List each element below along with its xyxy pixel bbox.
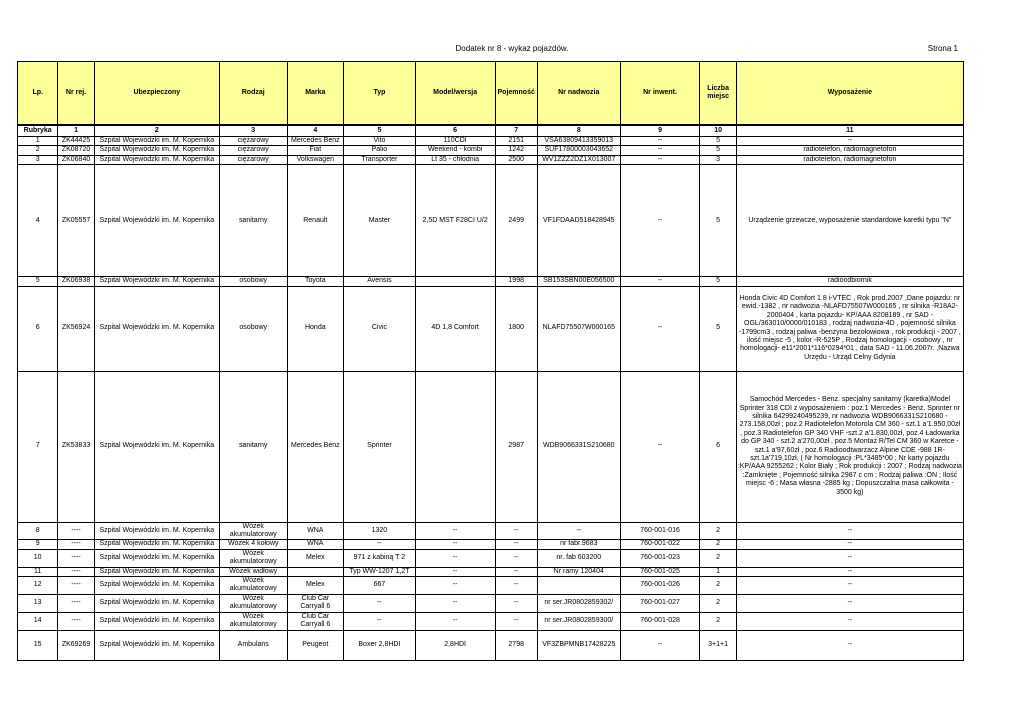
- cell-wyposazenie: radiotelefon, radiomagnetofon: [736, 155, 963, 164]
- page-number: Strona 1: [927, 44, 958, 53]
- cell-nr-inwent: --: [620, 630, 700, 660]
- cell-nr-nadwozia: WV1ZZZ2DZ1X013007: [537, 155, 620, 164]
- cell-rodzaj: Wózek akumulatorowy: [219, 612, 287, 630]
- cell-nr-rej: ZK08720: [58, 146, 94, 155]
- cell-model: 4D 1,8 Comfort: [415, 286, 495, 371]
- cell-pojemnosc: 2151: [495, 137, 537, 146]
- cell-ubezpieczony: Szpital Wojewódzki im. M. Kopernika: [94, 146, 219, 155]
- cell-ubezpieczony: Szpital Wojewódzki im. M. Kopernika: [94, 137, 219, 146]
- cell-liczba-miejsc: 5: [700, 286, 736, 371]
- table-row: [18, 577, 964, 595]
- cell-liczba-miejsc: 1: [700, 567, 736, 576]
- cell-wyposazenie: --: [736, 522, 963, 540]
- cell-model: --: [415, 594, 495, 612]
- column-number: 4: [287, 126, 344, 137]
- column-header: Ubezpieczony: [94, 62, 219, 125]
- cell-typ: --: [344, 540, 416, 549]
- column-number: 11: [736, 126, 963, 137]
- cell-nr-nadwozia: nr. fab 603200: [537, 549, 620, 567]
- cell-wyposazenie: radiotelefon, radiomagnetofon: [736, 146, 963, 155]
- cell-nr-rej: ----: [58, 522, 94, 540]
- cell-nr-rej: ZK69269: [58, 630, 94, 660]
- cell-nr-nadwozia: nr ser.JR0802859302/: [537, 594, 620, 612]
- cell-rodzaj: ciężarowy: [219, 137, 287, 146]
- cell-lp: 7: [18, 371, 58, 522]
- column-header: Pojemność: [495, 62, 537, 125]
- column-header: Nr nadwozia: [537, 62, 620, 125]
- cell-nr-nadwozia: [537, 577, 620, 595]
- cell-nr-nadwozia: --: [537, 522, 620, 540]
- cell-nr-inwent: --: [620, 286, 700, 371]
- cell-nr-inwent: 760-001-025: [620, 567, 700, 576]
- cell-nr-nadwozia: nr ser.JR0802859300/: [537, 612, 620, 630]
- cell-lp: 3: [18, 155, 58, 164]
- cell-wyposazenie: --: [736, 137, 963, 146]
- cell-nr-nadwozia: SUF17800003043652: [537, 146, 620, 155]
- cell-liczba-miejsc: 2: [700, 549, 736, 567]
- cell-typ: Transporter: [344, 155, 416, 164]
- cell-wyposazenie: --: [736, 577, 963, 595]
- cell-model: --: [415, 612, 495, 630]
- cell-ubezpieczony: Szpital Wojewódzki im. M. Kopernika: [94, 277, 219, 286]
- cell-rodzaj: sanitarny: [219, 165, 287, 277]
- cell-wyposazenie: Samochód Mercedes - Benz. specjalny sanitarny (karetka)Model Sprinter 318 CDI z wyposażeniem : poz.1 Mercedes - Benz. Sprinter nr silnika 64299240495239, nr nadwozia WDB9066331S210680 - 273.158,00zł ; poz.2 Radiotelefon Motorola CM 360 - szt.1 a'1.950,00zł , poz.3 Radiotelefon GP 340 VHF -szt.2 a'1.830,00zł, poz.4 Ładowarka do GP 340 - szt.2 a'270,00zł , poz.5 Montaż R/Tel CM 360 w Karetce - szt.1 a'97,60zł , poz.6 Radioodtwarzacz Alpine CDE -988 1R- szt.1a'719,10zł. ( Nr homologacji :PL*3485*00 ; Nr karty pojazdu :KP/AAA 9255262 ; Kolor Biały ; Rok produkcji : 2007 ; Rodzaj nadwozia :Zamknięte ; Pojemność silnika 2987 c cm ; Rodzaj paliwa :ON ; Ilość miejsc -6 ; Masa własna -2885 kg ; Dopuszczalna masa całkowita - 3500 kg): [736, 371, 963, 522]
- cell-nr-rej: ZK05557: [58, 165, 94, 277]
- cell-typ: Vito: [344, 137, 416, 146]
- cell-rodzaj: sanitarny: [219, 371, 287, 522]
- table-row: [18, 146, 964, 155]
- cell-nr-rej: ZK06840: [58, 155, 94, 164]
- cell-nr-nadwozia: WDB9066331S210680: [537, 371, 620, 522]
- cell-nr-inwent: --: [620, 155, 700, 164]
- cell-nr-rej: ----: [58, 594, 94, 612]
- cell-nr-nadwozia: SB153SBN00E056500: [537, 277, 620, 286]
- cell-typ: Typ WW-1207 1,2T: [344, 567, 416, 576]
- column-header: Marka: [287, 62, 344, 125]
- table-row: [18, 286, 964, 371]
- column-number: 2: [94, 126, 219, 137]
- cell-pojemnosc: --: [495, 577, 537, 595]
- cell-lp: 15: [18, 630, 58, 660]
- cell-pojemnosc: --: [495, 522, 537, 540]
- cell-ubezpieczony: Szpital Wojewódzki im. M. Kopernika: [94, 522, 219, 540]
- cell-nr-inwent: --: [620, 165, 700, 277]
- cell-nr-nadwozia: nr fabr.9683: [537, 540, 620, 549]
- cell-lp: 2: [18, 146, 58, 155]
- cell-ubezpieczony: Szpital Wojewódzki im. M. Kopernika: [94, 577, 219, 595]
- cell-wyposazenie: --: [736, 594, 963, 612]
- cell-lp: 12: [18, 577, 58, 595]
- cell-nr-rej: ----: [58, 577, 94, 595]
- column-header: Wyposażenie: [736, 62, 963, 125]
- table-row: [18, 522, 964, 540]
- cell-marka: WNA: [287, 540, 344, 549]
- cell-rodzaj: Wózek akumulatorowy: [219, 522, 287, 540]
- cell-pojemnosc: 1242: [495, 146, 537, 155]
- cell-wyposazenie: Urządzenie grzewcze, wyposażenie standardowe karetki typu "N": [736, 165, 963, 277]
- cell-marka: Club Car Carryall 6: [287, 612, 344, 630]
- cell-typ: --: [344, 594, 416, 612]
- cell-ubezpieczony: Szpital Wojewódzki im. M. Kopernika: [94, 549, 219, 567]
- cell-nr-rej: ZK44425: [58, 137, 94, 146]
- cell-lp: 8: [18, 522, 58, 540]
- cell-liczba-miejsc: 2: [700, 612, 736, 630]
- cell-nr-nadwozia: VF1FDAAD518428945: [537, 165, 620, 277]
- cell-marka: [287, 567, 344, 576]
- cell-model: --: [415, 577, 495, 595]
- column-number: 1: [58, 126, 94, 137]
- cell-typ: Palio: [344, 146, 416, 155]
- cell-model: 2,5D MST F28CI U/2: [415, 165, 495, 277]
- cell-model: Lt 35 - chłodnia: [415, 155, 495, 164]
- cell-pojemnosc: 2987: [495, 371, 537, 522]
- cell-model: [415, 277, 495, 286]
- table-row: [18, 540, 964, 549]
- column-header-row: [18, 62, 964, 125]
- cell-nr-inwent: 760-001-016: [620, 522, 700, 540]
- cell-ubezpieczony: Szpital Wojewódzki im. M. Kopernika: [94, 567, 219, 576]
- cell-model: 2,8HDI: [415, 630, 495, 660]
- cell-rodzaj: Wózek akumulatorowy: [219, 594, 287, 612]
- cell-marka: Toyota: [287, 277, 344, 286]
- cell-marka: Mercedes Benz: [287, 137, 344, 146]
- cell-rodzaj: Wózek widłowy: [219, 567, 287, 576]
- cell-marka: Mercedes Benz: [287, 371, 344, 522]
- cell-liczba-miejsc: 5: [700, 277, 736, 286]
- cell-rodzaj: ciężarowy: [219, 155, 287, 164]
- cell-lp: 6: [18, 286, 58, 371]
- table-row: [18, 165, 964, 277]
- cell-pojemnosc: --: [495, 549, 537, 567]
- cell-rodzaj: Ambulans: [219, 630, 287, 660]
- column-number: 6: [415, 126, 495, 137]
- cell-typ: Avensis: [344, 277, 416, 286]
- cell-nr-rej: ZK56924: [58, 286, 94, 371]
- cell-nr-rej: ----: [58, 612, 94, 630]
- cell-ubezpieczony: Szpital Wojewódzki im. M. Kopernika: [94, 540, 219, 549]
- cell-wyposazenie: Honda Civic 4D Comfort 1.8 i-VTEC , Rok prod.2007 ,Dane pojazdu: nr ewid.-1382 , nr nadwozia -NLAFD75507W000165 , nr silnika -R18A2-2000404 , karta pojazdu- KP/AAA 8208189 , nr SAD -OGL/363010/0000/010183 , rodzaj nadwozia-4D , pojemność silnika -1799cm3 , rodzaj paliwa -benzyna bezołowiowa , rok produkcji - 2007 , ilość miejsc -5 , kolor -R-525P , Rodzaj homologacji - osobowy , nr homologacji- e11*2001*116*0294*01 , data SAD - 11.06.2007r. ,Nazwa Urzędu - Urząd Celny Gdynia: [736, 286, 963, 371]
- table-row: [18, 630, 964, 660]
- cell-nr-rej: ----: [58, 549, 94, 567]
- cell-nr-inwent: --: [620, 146, 700, 155]
- cell-ubezpieczony: Szpital Wojewódzki im. M. Kopernika: [94, 371, 219, 522]
- cell-pojemnosc: 2500: [495, 155, 537, 164]
- cell-nr-inwent: --: [620, 277, 700, 286]
- cell-wyposazenie: --: [736, 567, 963, 576]
- cell-marka: Peugeot: [287, 630, 344, 660]
- cell-marka: Melex: [287, 549, 344, 567]
- cell-ubezpieczony: Szpital Wojewódzki im. M. Kopernika: [94, 594, 219, 612]
- table-row: [18, 155, 964, 164]
- table-row: [18, 612, 964, 630]
- cell-nr-nadwozia: Nr ramy 120404: [537, 567, 620, 576]
- cell-typ: 971 z kabiną T 2: [344, 549, 416, 567]
- cell-typ: 1320: [344, 522, 416, 540]
- cell-marka: Volkswagen: [287, 155, 344, 164]
- cell-lp: 14: [18, 612, 58, 630]
- cell-model: 110CDI: [415, 137, 495, 146]
- table-row: [18, 567, 964, 576]
- cell-wyposazenie: --: [736, 630, 963, 660]
- cell-wyposazenie: --: [736, 612, 963, 630]
- cell-lp: 4: [18, 165, 58, 277]
- cell-ubezpieczony: Szpital Wojewódzki im. M. Kopernika: [94, 612, 219, 630]
- cell-nr-inwent: --: [620, 371, 700, 522]
- cell-marka: Club Car Carryall 6: [287, 594, 344, 612]
- column-header: Nr rej.: [58, 62, 94, 125]
- cell-typ: 667: [344, 577, 416, 595]
- column-number: 3: [219, 126, 287, 137]
- cell-marka: Honda: [287, 286, 344, 371]
- cell-typ: Master: [344, 165, 416, 277]
- cell-nr-inwent: 760-001-027: [620, 594, 700, 612]
- cell-pojemnosc: 2798: [495, 630, 537, 660]
- cell-nr-inwent: --: [620, 137, 700, 146]
- cell-nr-nadwozia: VF3ZBPMNB17428225: [537, 630, 620, 660]
- cell-nr-inwent: 760-001-023: [620, 549, 700, 567]
- page-header: [0, 44, 1024, 56]
- cell-pojemnosc: --: [495, 567, 537, 576]
- cell-lp: 10: [18, 549, 58, 567]
- cell-lp: 5: [18, 277, 58, 286]
- cell-nr-nadwozia: NLAFD75507W000165: [537, 286, 620, 371]
- vehicle-table: [17, 61, 964, 661]
- cell-pojemnosc: 1998: [495, 277, 537, 286]
- cell-rodzaj: osobowy: [219, 286, 287, 371]
- cell-nr-rej: ----: [58, 567, 94, 576]
- cell-pojemnosc: 1800: [495, 286, 537, 371]
- cell-liczba-miejsc: 2: [700, 522, 736, 540]
- cell-ubezpieczony: Szpital Wojewódzki im. M. Kopernika: [94, 286, 219, 371]
- cell-lp: 13: [18, 594, 58, 612]
- cell-liczba-miejsc: 5: [700, 137, 736, 146]
- cell-wyposazenie: --: [736, 540, 963, 549]
- table-row: [18, 371, 964, 522]
- cell-liczba-miejsc: 2: [700, 594, 736, 612]
- cell-nr-rej: ZK53833: [58, 371, 94, 522]
- cell-liczba-miejsc: 2: [700, 540, 736, 549]
- cell-rodzaj: Wózek akumulatorowy: [219, 549, 287, 567]
- cell-wyposazenie: --: [736, 549, 963, 567]
- cell-nr-inwent: 760-001-026: [620, 577, 700, 595]
- table-row: [18, 549, 964, 567]
- cell-lp: 1: [18, 137, 58, 146]
- cell-liczba-miejsc: 5: [700, 146, 736, 155]
- table-row: [18, 594, 964, 612]
- table-row: [18, 137, 964, 146]
- cell-typ: --: [344, 612, 416, 630]
- column-number: 9: [620, 126, 700, 137]
- document-title: Dodatek nr 8 - wykaz pojazdów.: [455, 44, 569, 53]
- column-header: Lp.: [18, 62, 58, 125]
- column-header: Rodzaj: [219, 62, 287, 125]
- cell-marka: WNA: [287, 522, 344, 540]
- cell-model: --: [415, 549, 495, 567]
- cell-liczba-miejsc: 6: [700, 371, 736, 522]
- column-number-row: [18, 126, 964, 137]
- cell-model: --: [415, 540, 495, 549]
- column-number: Rubryka: [18, 126, 58, 137]
- cell-typ: Sprinter: [344, 371, 416, 522]
- column-header: Typ: [344, 62, 416, 125]
- cell-rodzaj: Wózek akumulatorowy: [219, 577, 287, 595]
- cell-rodzaj: osobowy: [219, 277, 287, 286]
- column-number: 7: [495, 126, 537, 137]
- cell-marka: Fiat: [287, 146, 344, 155]
- column-header: Nr inwent.: [620, 62, 700, 125]
- cell-pojemnosc: --: [495, 612, 537, 630]
- cell-rodzaj: ciężarowy: [219, 146, 287, 155]
- cell-liczba-miejsc: 2: [700, 577, 736, 595]
- cell-model: [415, 371, 495, 522]
- cell-model: Weekend - kombi: [415, 146, 495, 155]
- cell-nr-rej: ----: [58, 540, 94, 549]
- cell-liczba-miejsc: 5: [700, 165, 736, 277]
- cell-nr-inwent: 760-001-028: [620, 612, 700, 630]
- cell-model: --: [415, 522, 495, 540]
- cell-pojemnosc: 2499: [495, 165, 537, 277]
- column-header: Liczba miejsc: [700, 62, 736, 125]
- cell-liczba-miejsc: 3+1+1: [700, 630, 736, 660]
- cell-rodzaj: Wózek 4 kołowy: [219, 540, 287, 549]
- table-row: [18, 277, 964, 286]
- column-number: 5: [344, 126, 416, 137]
- column-header: Model/wersja: [415, 62, 495, 125]
- cell-model: --: [415, 567, 495, 576]
- vehicle-rows: [18, 137, 964, 661]
- cell-lp: 11: [18, 567, 58, 576]
- cell-ubezpieczony: Szpital Wojewódzki im. M. Kopernika: [94, 155, 219, 164]
- cell-lp: 9: [18, 540, 58, 549]
- cell-pojemnosc: --: [495, 540, 537, 549]
- cell-pojemnosc: --: [495, 594, 537, 612]
- cell-nr-inwent: 760-001-022: [620, 540, 700, 549]
- column-number: 10: [700, 126, 736, 137]
- cell-typ: Boxer 2,8HDI: [344, 630, 416, 660]
- cell-marka: Renault: [287, 165, 344, 277]
- cell-typ: Civic: [344, 286, 416, 371]
- cell-ubezpieczony: Szpital Wojewódzki im. M. Kopernika: [94, 630, 219, 660]
- column-number: 8: [537, 126, 620, 137]
- cell-nr-rej: ZK06938: [58, 277, 94, 286]
- cell-wyposazenie: radioodbiornik: [736, 277, 963, 286]
- cell-liczba-miejsc: 3: [700, 155, 736, 164]
- cell-marka: Melex: [287, 577, 344, 595]
- cell-nr-nadwozia: VSA63809413359013: [537, 137, 620, 146]
- cell-ubezpieczony: Szpital Wojewódzki im. M. Kopernika: [94, 165, 219, 277]
